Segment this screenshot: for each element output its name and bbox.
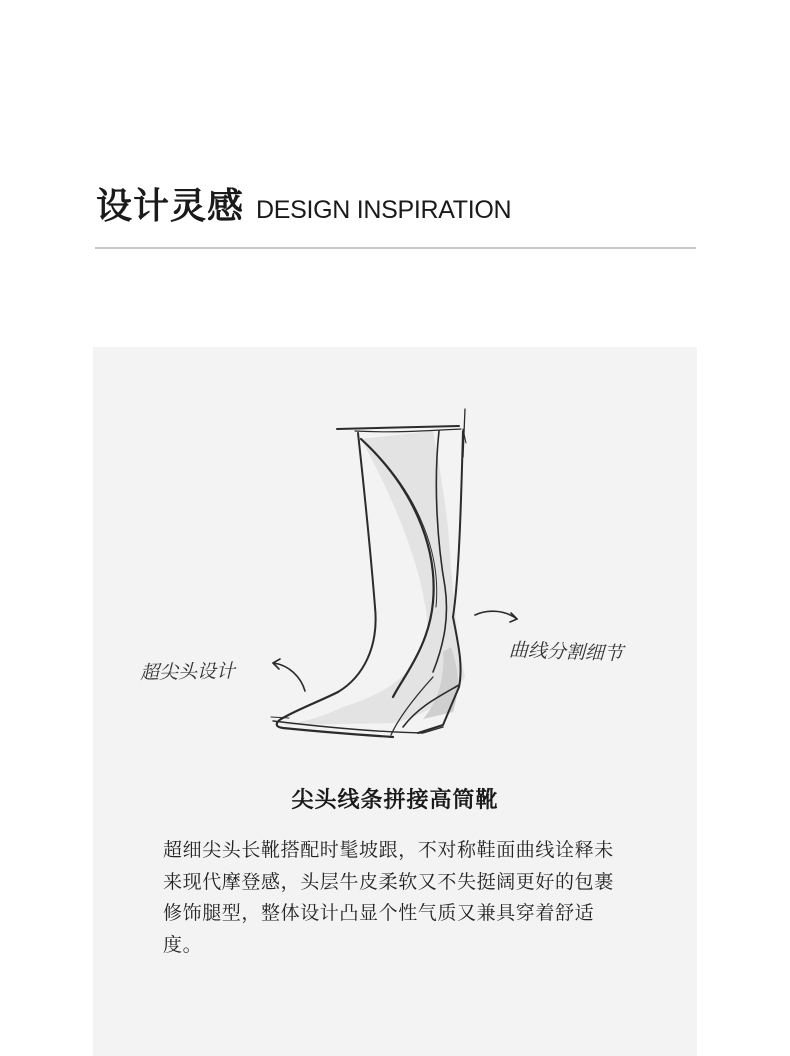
section-header	[96, 178, 511, 229]
boot-top	[337, 426, 459, 429]
boot-shading	[283, 431, 465, 725]
annotation-pointed-toe: 超尖头设计	[139, 660, 236, 684]
annotation-curve-detail: 曲线分割细节	[508, 639, 624, 665]
product-title: 尖头线条拼接高筒靴	[291, 788, 499, 813]
boot-shaft-left	[338, 433, 376, 692]
header-divider	[95, 247, 696, 249]
boot-sketch	[93, 347, 697, 767]
section-title-en: DESIGN INSPIRATION	[256, 196, 512, 224]
product-description: 超细尖头长靴搭配时髦坡跟，不对称鞋面曲线诠释未来现代摩登感，头层牛皮柔软又不失挺阔更好的包裹修饰腿型，整体设计凸显个性气质又兼具穿着舒适度。	[163, 839, 614, 956]
section-title-cn: 设计灵感	[96, 186, 245, 227]
design-panel	[93, 347, 697, 1056]
